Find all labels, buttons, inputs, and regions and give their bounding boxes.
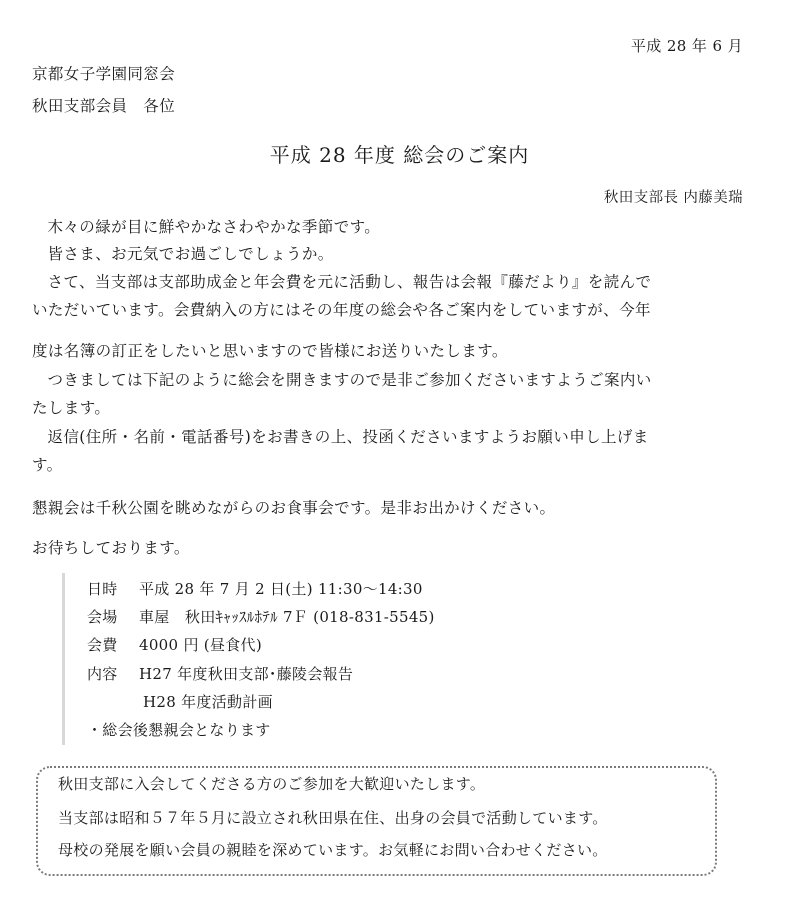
schedule-label-content: 内容	[87, 665, 118, 683]
schedule-label-datetime: 日時	[87, 580, 118, 598]
body-paragraph-1: 木々の緑が目に鮮やかなさわやかな季節です。	[47, 218, 381, 236]
schedule-row-content	[87, 664, 353, 684]
body-paragraph-5-line-2: す。	[32, 456, 63, 474]
body-paragraph-6: 懇親会は千秋公園を眺めながらのお食事会です。是非お出かけください。	[32, 499, 556, 517]
body-paragraph-3-line-3: 度は名簿の訂正をしたいと思いますので皆様にお送りいたします。	[32, 342, 508, 360]
schedule-row-venue	[87, 607, 435, 627]
addressee-line-2: 秋田支部会員 各位	[32, 97, 176, 115]
schedule-label-venue: 会場	[87, 608, 118, 626]
letter-title: 平成 28 年度 総会のご案内	[269, 143, 530, 167]
schedule-row-datetime	[87, 579, 423, 599]
body-paragraph-4-line-2: たします。	[32, 399, 111, 417]
body-paragraph-5-line-1: 返信(住所・名前・電話番号)をお書きの上、投函くださいますようお願い申し上げま	[47, 428, 649, 446]
body-paragraph-4-line-1: つきましては下記のように総会を開きますので是非ご参加くださいますようご案内い	[47, 371, 652, 389]
schedule-value-venue: 車屋 秋田ｷｬｯｽﾙﾎﾃﾙ 7Ｆ (018-831-5545)	[139, 608, 435, 626]
schedule-row-fee	[87, 635, 262, 655]
body-paragraph-2: 皆さま、お元気でお過ごしでしょうか。	[47, 245, 334, 263]
body-paragraph-3-line-1: さて、当支部は支部助成金と年会費を元に活動し、報告は会報『藤だより』を読んで	[47, 273, 652, 291]
body-paragraph-7: お待ちしております。	[32, 539, 190, 557]
schedule-value-datetime: 平成 28 年 7 月 2 日(土) 11:30～14:30	[139, 580, 423, 598]
letter-date: 平成 28 年 6 月	[630, 37, 743, 55]
schedule-label-fee: 会費	[87, 636, 118, 654]
addressee-line-1: 京都女子学園同窓会	[32, 65, 176, 83]
schedule-value-fee: 4000 円 (昼食代)	[139, 636, 263, 654]
schedule-after-note: ・総会後懇親会となります	[87, 721, 271, 739]
notice-line-2: 当支部は昭和５７年５月に設立され秋田県在住、出身の会員で活動しています。	[58, 809, 608, 827]
notice-line-1: 秋田支部に入会してくださる方のご参加を大歓迎いたします。	[58, 775, 486, 793]
schedule-block	[62, 573, 485, 745]
letter-author: 秋田支部長 内藤美瑞	[603, 190, 743, 206]
schedule-value-content-1: H27 年度秋田支部･藤陵会報告	[139, 665, 354, 683]
notice-line-3: 母校の発展を願い会員の親睦を深めています。お気軽にお問い合わせください。	[58, 841, 608, 859]
notice-box	[36, 766, 717, 876]
body-paragraph-3-line-2: いただいています。会費納入の方にはその年度の総会や各ご案内をしていますが、今年	[32, 301, 651, 319]
schedule-value-content-2: H28 年度活動計画	[143, 693, 273, 711]
